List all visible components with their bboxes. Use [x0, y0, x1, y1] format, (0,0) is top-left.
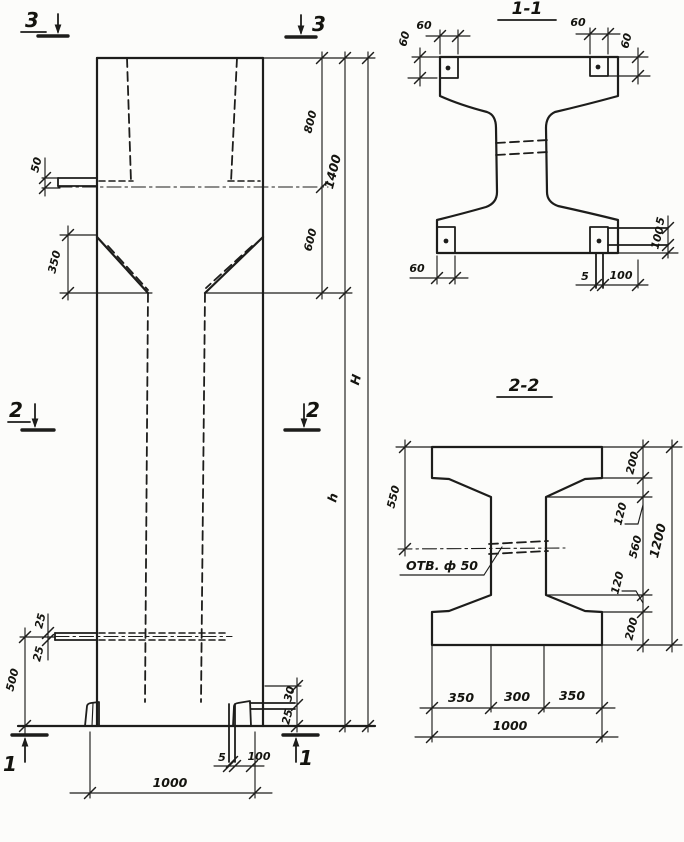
dim-100-bottom-label: 100 — [609, 269, 633, 282]
dim-100-base-label: 100 — [247, 750, 271, 763]
elevation-right-dimensions — [205, 52, 375, 732]
marker-1-right-label: 1 — [299, 746, 313, 770]
dim-1200-label: 1200 — [646, 521, 670, 560]
marker-3-left-label: 3 — [25, 8, 39, 32]
corner-plates — [437, 57, 608, 253]
dim-60-topleft-label: 60 — [416, 19, 432, 32]
dim-25-upper-label: 25 — [32, 611, 49, 630]
dim-550-label: 550 — [384, 484, 403, 510]
section-marker-3-left — [21, 8, 68, 36]
section-marker-3-right — [286, 12, 326, 37]
dim-100-right-label: 100 — [648, 225, 667, 251]
hole-callout — [400, 547, 502, 575]
dim-200-top-label: 200 — [623, 450, 642, 476]
section-2-2-outline — [432, 447, 602, 645]
section-marker-2-left — [8, 398, 54, 430]
elevation-view — [3, 52, 375, 799]
elevation-left-dimensions — [3, 156, 152, 734]
marker-2-left-label: 2 — [9, 398, 23, 422]
section-marker-1-left — [3, 735, 47, 776]
section-1-1-title: 1-1 — [511, 0, 543, 19]
marker-3-right-label: 3 — [312, 12, 326, 36]
dim-200-bottom-label: 200 — [622, 616, 641, 642]
dim-600-label: 600 — [301, 227, 320, 253]
dim-60-right-label: 60 — [618, 31, 635, 50]
section-2-2-left-dimension — [384, 440, 432, 556]
dim-60-bottom-label: 60 — [409, 262, 425, 275]
dim-350-right-label: 350 — [558, 688, 586, 703]
dim-5-right-label: 5 — [653, 215, 668, 227]
dim-1400-label: 1400 — [321, 152, 345, 191]
dim-25-base-label: 25 — [279, 707, 296, 726]
dim-800-label: 800 — [301, 109, 320, 135]
web-hole-lines — [496, 140, 548, 155]
marker-2-right-label: 2 — [306, 398, 320, 422]
dim-350-label: 350 — [45, 249, 64, 275]
dim-300-label: 300 — [503, 689, 531, 704]
section-1-1-view — [396, 0, 678, 291]
dim-25-lower-label: 25 — [30, 644, 47, 663]
dim-60-topright-label: 60 — [570, 16, 586, 29]
section-2-2-right-dimensions — [546, 440, 682, 652]
dim-560-label: 560 — [626, 534, 645, 560]
dim-5-bottom-label: 5 — [581, 270, 589, 283]
dim-120-top-label: 120 — [611, 501, 630, 527]
dim-120-bottom-label: 120 — [608, 570, 627, 596]
middle-embedded-plate — [55, 633, 232, 640]
dim-1000-label: 1000 — [152, 775, 188, 790]
dim-50-label: 50 — [28, 155, 45, 174]
dim-1000-section-label: 1000 — [492, 718, 528, 733]
dim-350-left-label: 350 — [447, 690, 475, 705]
hole-lines — [398, 541, 565, 554]
hole-label: ОТВ. ф 50 — [406, 558, 478, 573]
section-1-1-outline — [437, 57, 618, 253]
section-marker-1-right — [283, 735, 318, 770]
haunch-lines — [97, 237, 263, 293]
elevation-base-dimensions — [70, 678, 303, 799]
section-2-2-title: 2-2 — [508, 376, 540, 396]
dim-30-label: 30 — [281, 684, 298, 703]
marker-1-left-label: 1 — [3, 752, 17, 776]
dim-5-base-label: 5 — [218, 751, 226, 764]
dim-500-label: 500 — [3, 667, 22, 693]
section-marker-2-right — [285, 398, 320, 430]
hidden-web-lines — [58, 58, 328, 702]
section-2-2-view — [384, 376, 682, 743]
section-2-2-bottom-dimensions — [415, 645, 618, 743]
dim-60-left-label: 60 — [396, 29, 413, 48]
dim-h-label: h — [324, 491, 341, 504]
upper-embedded-plate — [58, 178, 97, 186]
dim-H-label: H — [347, 372, 365, 387]
